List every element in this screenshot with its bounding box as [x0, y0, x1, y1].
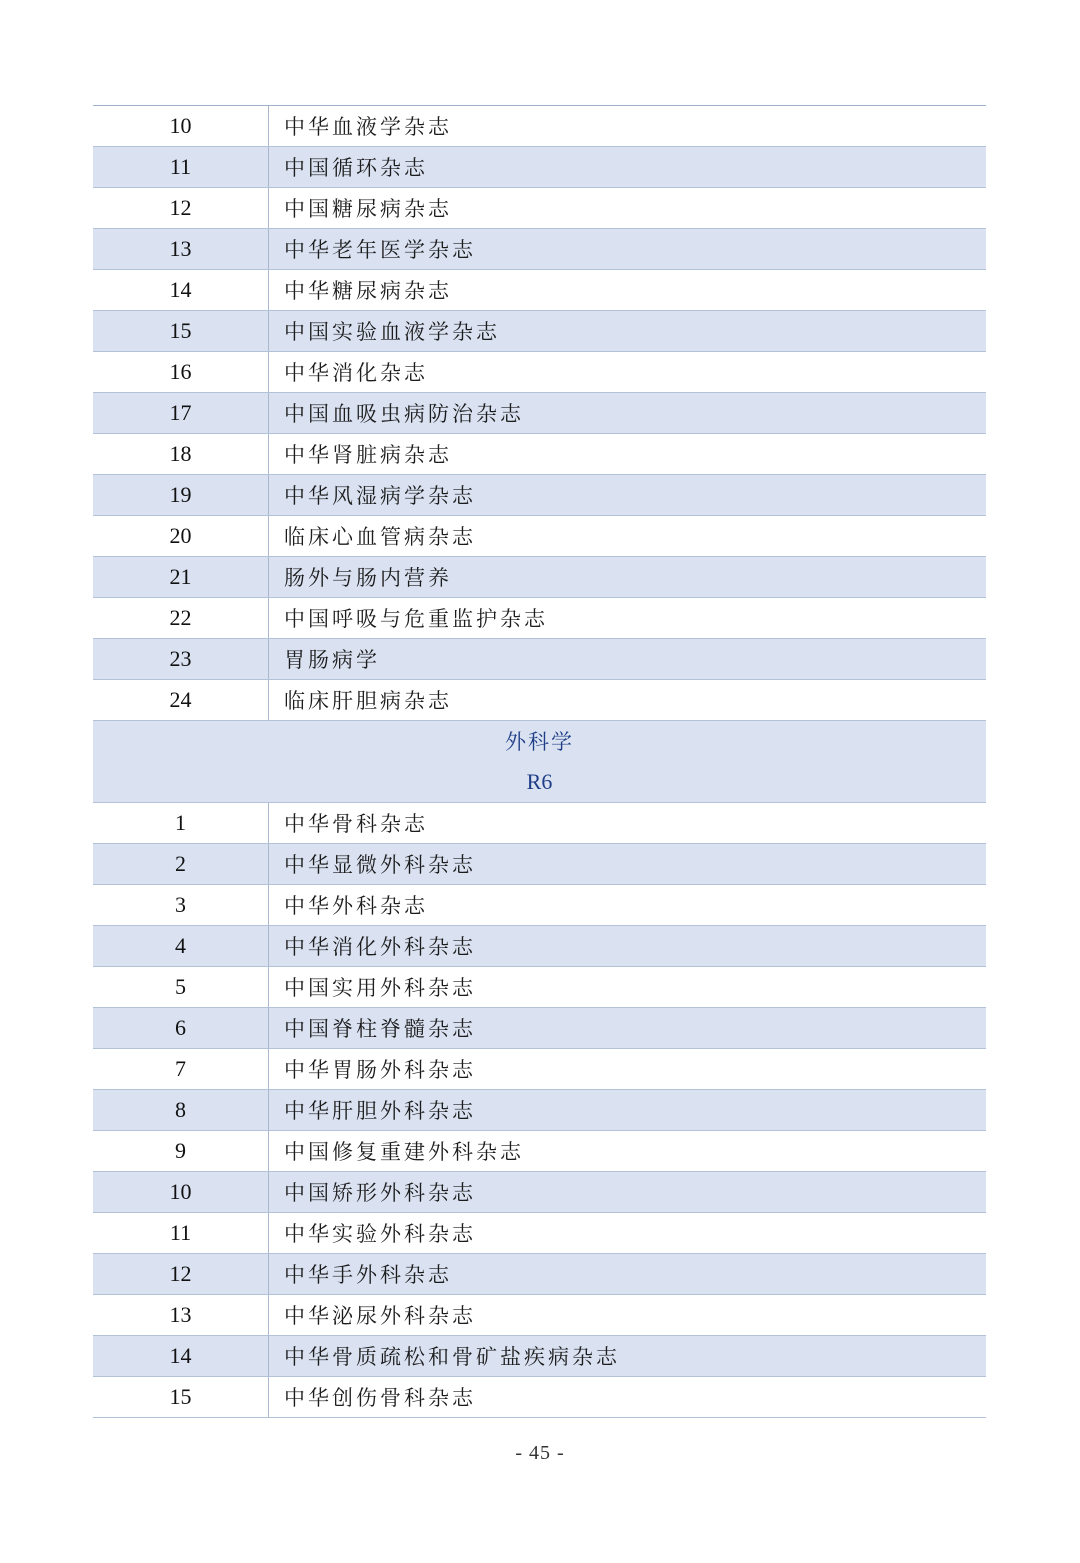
page-number: - 45 - [515, 1442, 565, 1464]
journal-name: 中华消化杂志 [284, 361, 428, 385]
row-number: 4 [93, 926, 269, 966]
table-row [93, 1377, 986, 1418]
table-row [93, 147, 986, 188]
journal-name: 中国循环杂志 [284, 156, 428, 180]
table-row [93, 475, 986, 516]
row-number: 17 [93, 393, 269, 433]
journal-name: 临床心血管病杂志 [284, 525, 476, 549]
journal-name: 中华显微外科杂志 [284, 853, 476, 877]
journal-name: 中华骨科杂志 [284, 812, 428, 836]
row-number: 16 [93, 352, 269, 392]
row-number: 23 [93, 639, 269, 679]
journal-name: 中华创伤骨科杂志 [284, 1386, 476, 1410]
row-number: 18 [93, 434, 269, 474]
table-row [93, 188, 986, 229]
table-row [93, 1254, 986, 1295]
table-row [93, 639, 986, 680]
table-row [93, 1295, 986, 1336]
table-row [93, 926, 986, 967]
table-row [93, 885, 986, 926]
table-row [93, 1090, 986, 1131]
journal-name: 中华风湿病学杂志 [284, 484, 476, 508]
row-number: 5 [93, 967, 269, 1007]
table-body-internal-medicine [93, 106, 986, 721]
table-row [93, 1049, 986, 1090]
table-row [93, 106, 986, 147]
table-row [93, 516, 986, 557]
row-number: 11 [93, 1213, 269, 1253]
table-row [93, 1131, 986, 1172]
table-row [93, 229, 986, 270]
journal-name: 中华老年医学杂志 [284, 238, 476, 262]
table-row [93, 1008, 986, 1049]
journal-name: 中华肾脏病杂志 [284, 443, 452, 467]
row-number: 14 [93, 1336, 269, 1376]
row-number: 10 [93, 106, 269, 146]
journal-name: 中华骨质疏松和骨矿盐疾病杂志 [284, 1345, 620, 1369]
table-row [93, 1336, 986, 1377]
row-number: 15 [93, 311, 269, 351]
section-code: R6 [526, 768, 553, 794]
journal-name: 中华消化外科杂志 [284, 935, 476, 959]
journal-name: 中华实验外科杂志 [284, 1222, 476, 1246]
journal-name: 中华手外科杂志 [284, 1263, 452, 1287]
journal-name: 中华血液学杂志 [284, 115, 452, 139]
table-row [93, 270, 986, 311]
table-row [93, 844, 986, 885]
journal-name: 胃肠病学 [284, 648, 380, 672]
journal-name: 中华外科杂志 [284, 894, 428, 918]
table-row [93, 352, 986, 393]
row-number: 15 [93, 1377, 269, 1417]
row-number: 13 [93, 229, 269, 269]
journal-table [93, 105, 986, 1418]
journal-name: 临床肝胆病杂志 [284, 689, 452, 713]
row-number: 2 [93, 844, 269, 884]
journal-name: 肠外与肠内营养 [284, 566, 452, 590]
row-number: 8 [93, 1090, 269, 1130]
row-number: 24 [93, 680, 269, 720]
table-row [93, 393, 986, 434]
row-number: 9 [93, 1131, 269, 1171]
table-row [93, 1213, 986, 1254]
journal-name: 中华肝胆外科杂志 [284, 1099, 476, 1123]
journal-name: 中华泌尿外科杂志 [284, 1304, 476, 1328]
journal-name: 中华糖尿病杂志 [284, 279, 452, 303]
row-number: 21 [93, 557, 269, 597]
row-number: 1 [93, 803, 269, 843]
table-row [93, 557, 986, 598]
journal-name: 中国矫形外科杂志 [284, 1181, 476, 1205]
row-number: 19 [93, 475, 269, 515]
journal-name: 中国实验血液学杂志 [284, 320, 500, 344]
row-number: 14 [93, 270, 269, 310]
journal-name: 中国实用外科杂志 [284, 976, 476, 1000]
journal-name: 中华胃肠外科杂志 [284, 1058, 476, 1082]
table-row [93, 803, 986, 844]
row-number: 7 [93, 1049, 269, 1089]
row-number: 13 [93, 1295, 269, 1335]
table-row [93, 967, 986, 1008]
row-number: 22 [93, 598, 269, 638]
table-body-surgery [93, 803, 986, 1418]
row-number: 12 [93, 1254, 269, 1294]
row-number: 12 [93, 188, 269, 228]
row-number: 3 [93, 885, 269, 925]
journal-name: 中国呼吸与危重监护杂志 [284, 607, 548, 631]
table-row [93, 434, 986, 475]
section-header [93, 721, 986, 803]
row-number: 6 [93, 1008, 269, 1048]
table-row [93, 1172, 986, 1213]
journal-name: 中国修复重建外科杂志 [284, 1140, 524, 1164]
section-title: 外科学 [505, 729, 574, 754]
journal-name: 中国脊柱脊髓杂志 [284, 1017, 476, 1041]
table-row [93, 598, 986, 639]
row-number: 20 [93, 516, 269, 556]
journal-name: 中国糖尿病杂志 [284, 197, 452, 221]
row-number: 11 [93, 147, 269, 187]
table-row [93, 311, 986, 352]
table-row [93, 680, 986, 721]
row-number: 10 [93, 1172, 269, 1212]
journal-name: 中国血吸虫病防治杂志 [284, 402, 524, 426]
